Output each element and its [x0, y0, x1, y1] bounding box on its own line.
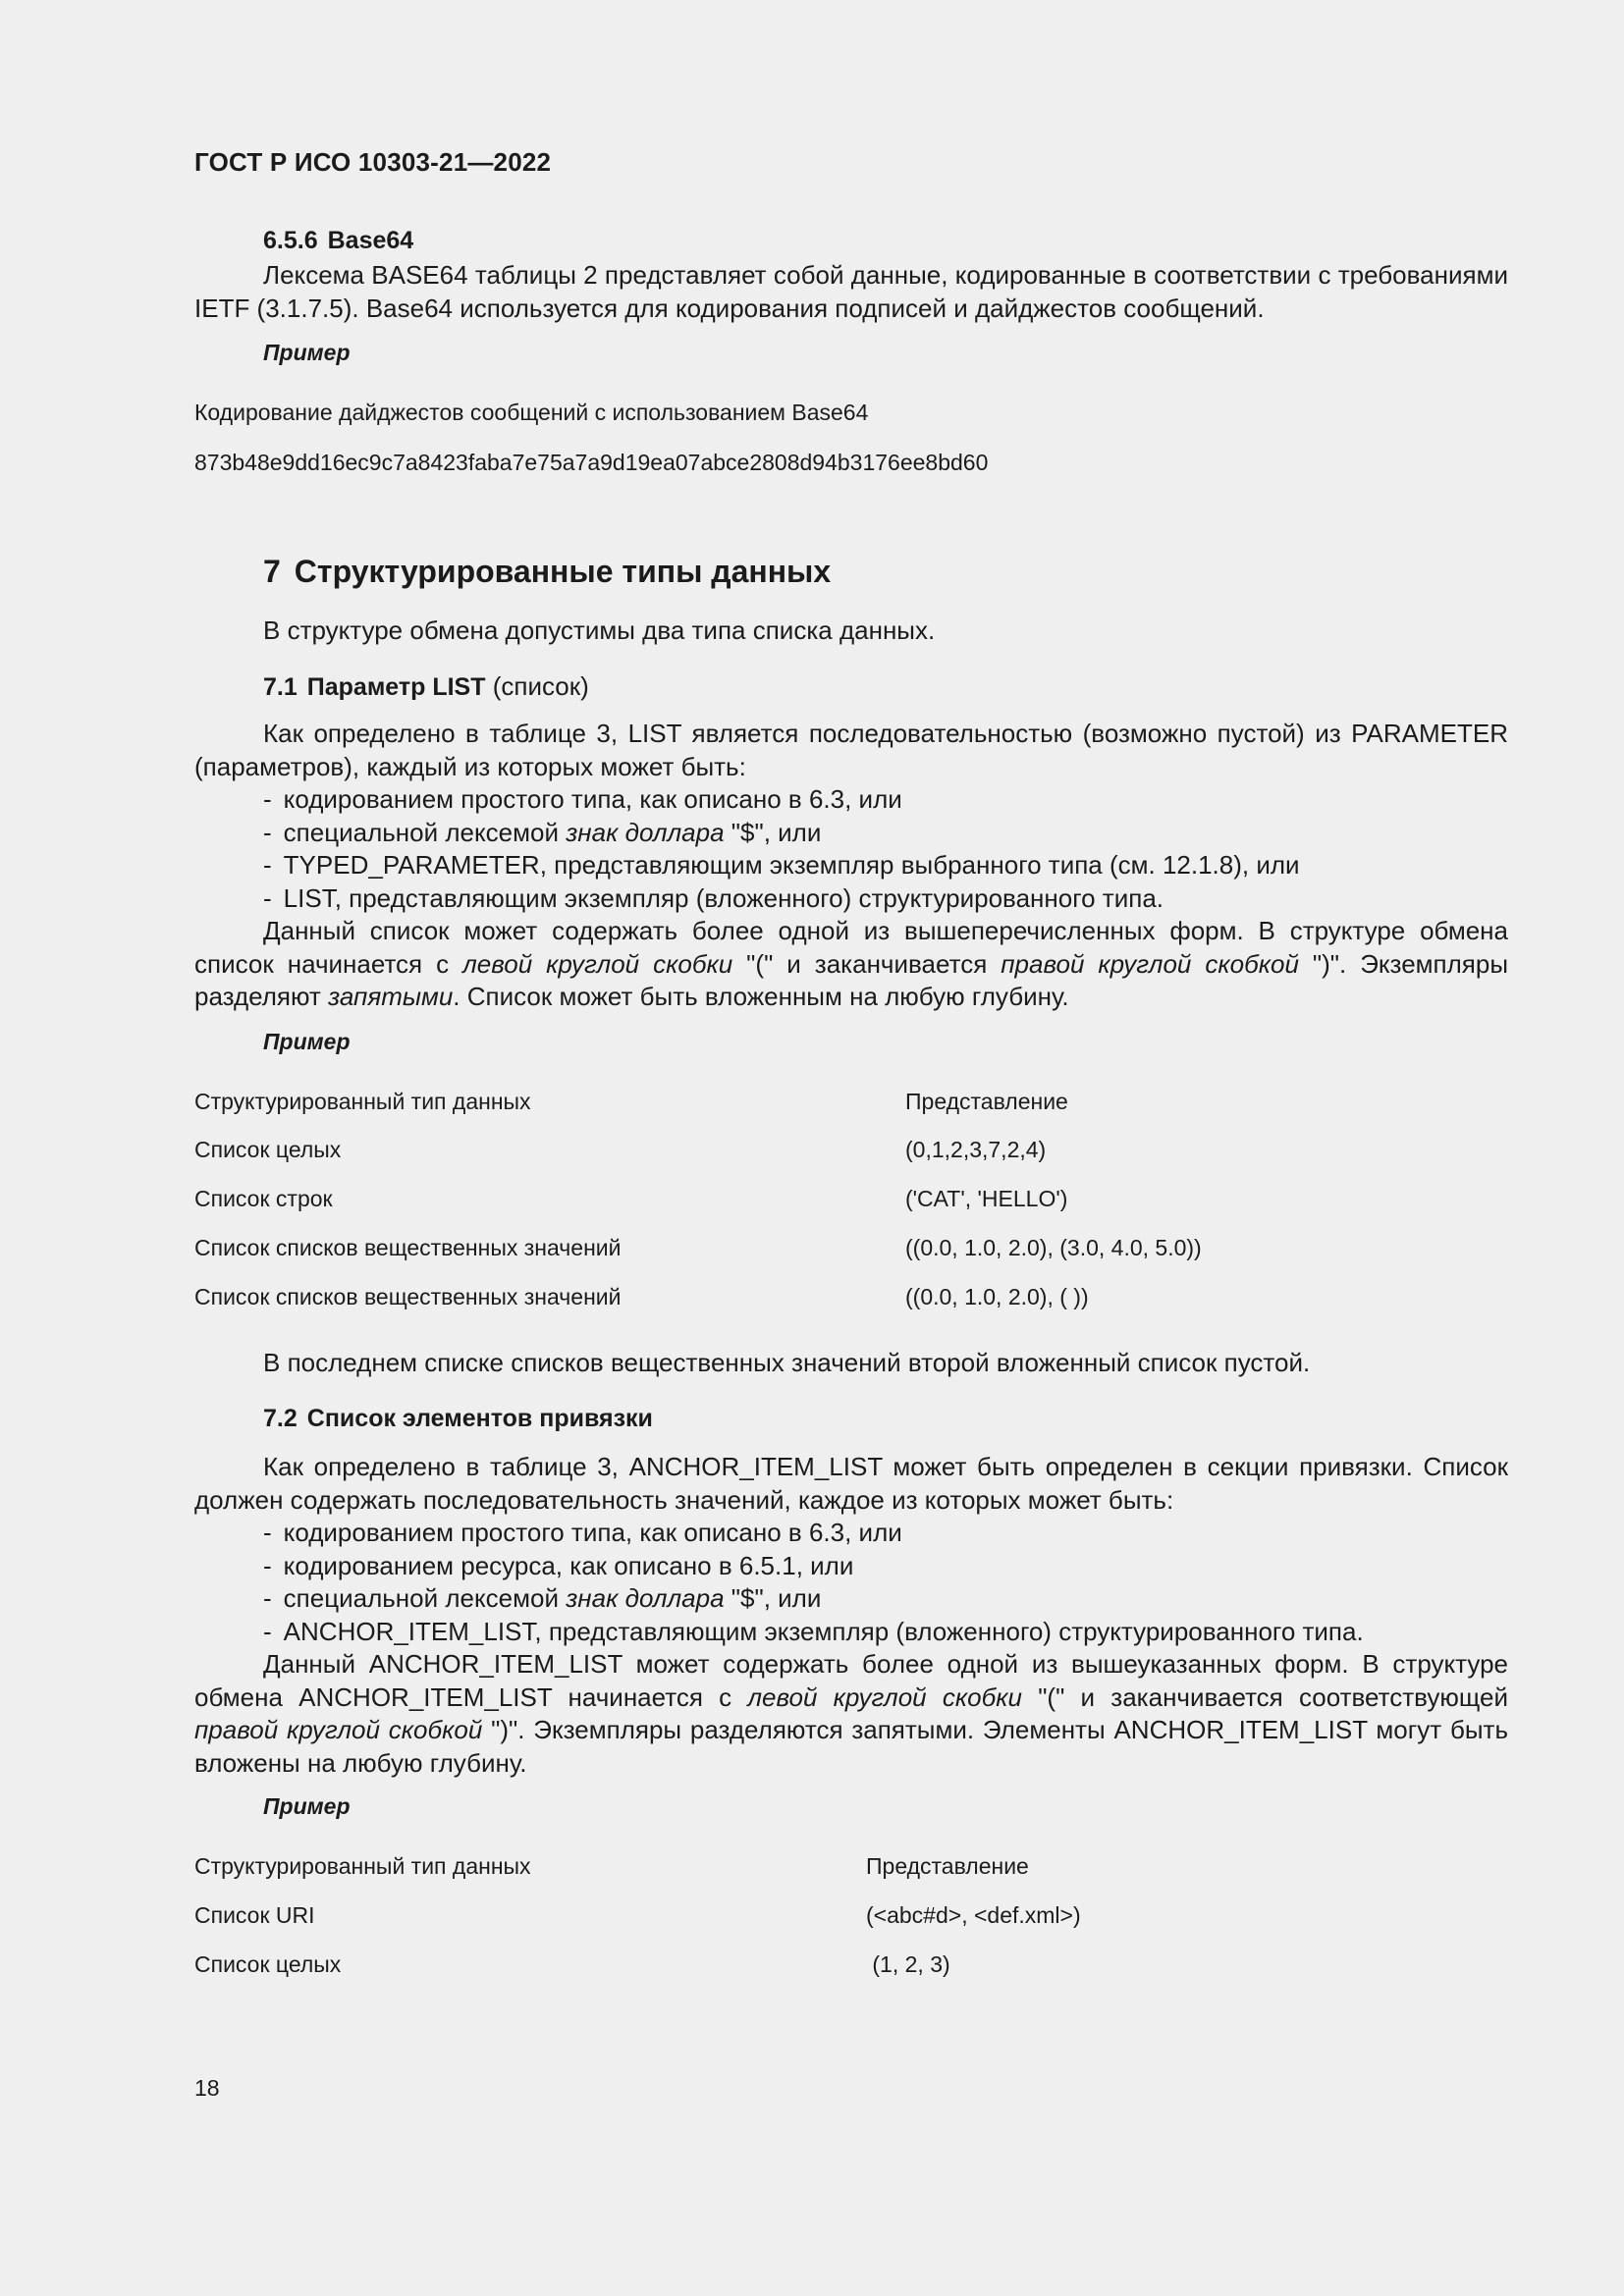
example-label: Пример [263, 1793, 351, 1819]
table-row [194, 1951, 950, 1978]
table-cell: (1, 2, 3) [866, 1951, 950, 1977]
example-label: Пример [263, 1029, 351, 1054]
table-row [194, 1284, 1089, 1310]
table-row [194, 1902, 1081, 1929]
list-item: - кодированием простого типа, как описано в 6.3, или [263, 1518, 902, 1547]
section-6-5-6-paragraph: Лексема BASE64 таблицы 2 представляет собой данные, кодированные в соответствии с требованиями IETF (3.1.7.5). Base64 используется для кодирования подписей и дайджестов сообщений. [194, 260, 1508, 323]
list-item: - LIST, представляющим экземпляр (вложенного) структурированного типа. [263, 882, 1164, 913]
list-item: - специальной лексемой знак доллара "$", или [263, 817, 822, 847]
section-number: 7.1 [263, 673, 298, 701]
section-title: Параметр LIST [306, 673, 486, 701]
table-cell: ((0.0, 1.0, 2.0), ( )) [905, 1284, 1089, 1309]
example-caption: Кодирование дайджестов сообщений с использованием Base64 [194, 400, 869, 425]
section-7-1-paragraph-1: Как определено в таблице 3, LIST является последовательностью (возможно пустой) из PARAMETER (параметров), каждый из которых может быть: [194, 719, 1508, 781]
table-cell: ((0.0, 1.0, 2.0), (3.0, 4.0, 5.0)) [905, 1235, 1202, 1260]
list-item: - ANCHOR_ITEM_LIST, представляющим экземпляр (вложенного) структурированного типа. [263, 1616, 1364, 1646]
list-item: - кодированием ресурса, как описано в 6.5.1, или [263, 1550, 854, 1580]
section-7-1-note: В последнем списке списков вещественных значений второй вложенный список пустой. [263, 1348, 1311, 1377]
section-title-suffix: (список) [485, 671, 589, 701]
list-item: - TYPED_PARAMETER, представляющим экземпляр выбранного типа (см. 12.1.8), или [263, 850, 1300, 880]
section-7-2-list [194, 1517, 1364, 1648]
table-header-cell: Структурированный тип данных [194, 1853, 531, 1879]
example-hash-value: 873b48e9dd16ec9c7a8423faba7e75a7a9d19ea07abce2808d94b3176ee8bd60 [194, 450, 989, 475]
table-cell: (<abc#d>, <def.xml>) [866, 1902, 1081, 1928]
table-cell: Список URI [194, 1902, 315, 1928]
section-number: 7.2 [263, 1405, 298, 1432]
section-7-2-paragraph-2: Данный ANCHOR_ITEM_LIST может содержать более одной из вышеуказанных форм. В структуре обмена ANCHOR_ITEM_LIST начинается с левой круглой скобки "(" и заканчивается соответствующей правой круглой скобкой ")". Экземпляры разделяются запятыми. Элементы ANCHOR_ITEM_LIST могут быть вложены на любую глубину. [194, 1649, 1508, 1778]
table-cell: Список списков вещественных значений [194, 1284, 622, 1309]
table-cell: ('CAT', 'HELLO') [905, 1186, 1068, 1211]
table-cell: Список строк [194, 1186, 333, 1211]
section-7-intro: В структуре обмена допустимы два типа списка данных. [263, 615, 936, 645]
table-row [194, 1186, 1068, 1212]
table-header-cell: Представление [905, 1089, 1068, 1114]
document-page [194, 0, 1508, 2296]
section-7-2-paragraph-1: Как определено в таблице 3, ANCHOR_ITEM_LIST может быть определен в секции привязки. Список должен содержать последовательность значений, каждое из которых может быть: [194, 1452, 1508, 1515]
section-6-5-6-heading [263, 227, 413, 255]
table-row [194, 1235, 1202, 1261]
table-cell: Список целых [194, 1137, 342, 1162]
section-7-1-paragraph-2: Данный список может содержать более одной из вышеперечисленных форм. В структуре обмена список начинается с левой круглой скобки "(" и заканчивается правой круглой скобкой ")". Экземпляры разделяют запятыми. Список может быть вложенным на любую глубину. [194, 916, 1509, 1011]
list-item: - кодированием простого типа, как описано в 6.3, или [263, 784, 902, 814]
list-item: - специальной лексемой знак доллара "$", или [263, 1583, 822, 1613]
section-title: Структурированные типы данных [294, 554, 832, 589]
section-7-1-heading [263, 671, 589, 702]
example-label: Пример [263, 340, 351, 365]
section-7-2-heading [263, 1405, 653, 1433]
table-header-row [194, 1089, 1068, 1115]
table-row [194, 1137, 1047, 1163]
document-header: ГОСТ Р ИСО 10303-21—2022 [194, 147, 552, 177]
table-cell: Список целых [194, 1951, 342, 1977]
table-header-cell: Структурированный тип данных [194, 1089, 531, 1114]
section-title: Список элементов привязки [306, 1405, 653, 1432]
section-7-1-list [194, 783, 1300, 915]
table-header-row [194, 1853, 1029, 1880]
table-cell: (0,1,2,3,7,2,4) [905, 1137, 1047, 1162]
section-7-heading [263, 554, 831, 590]
page-number: 18 [194, 2075, 220, 2101]
section-number: 6.5.6 [263, 227, 318, 254]
section-title: Base64 [327, 227, 414, 254]
table-header-cell: Представление [866, 1853, 1029, 1879]
table-cell: Список списков вещественных значений [194, 1235, 622, 1260]
section-number: 7 [263, 554, 281, 589]
